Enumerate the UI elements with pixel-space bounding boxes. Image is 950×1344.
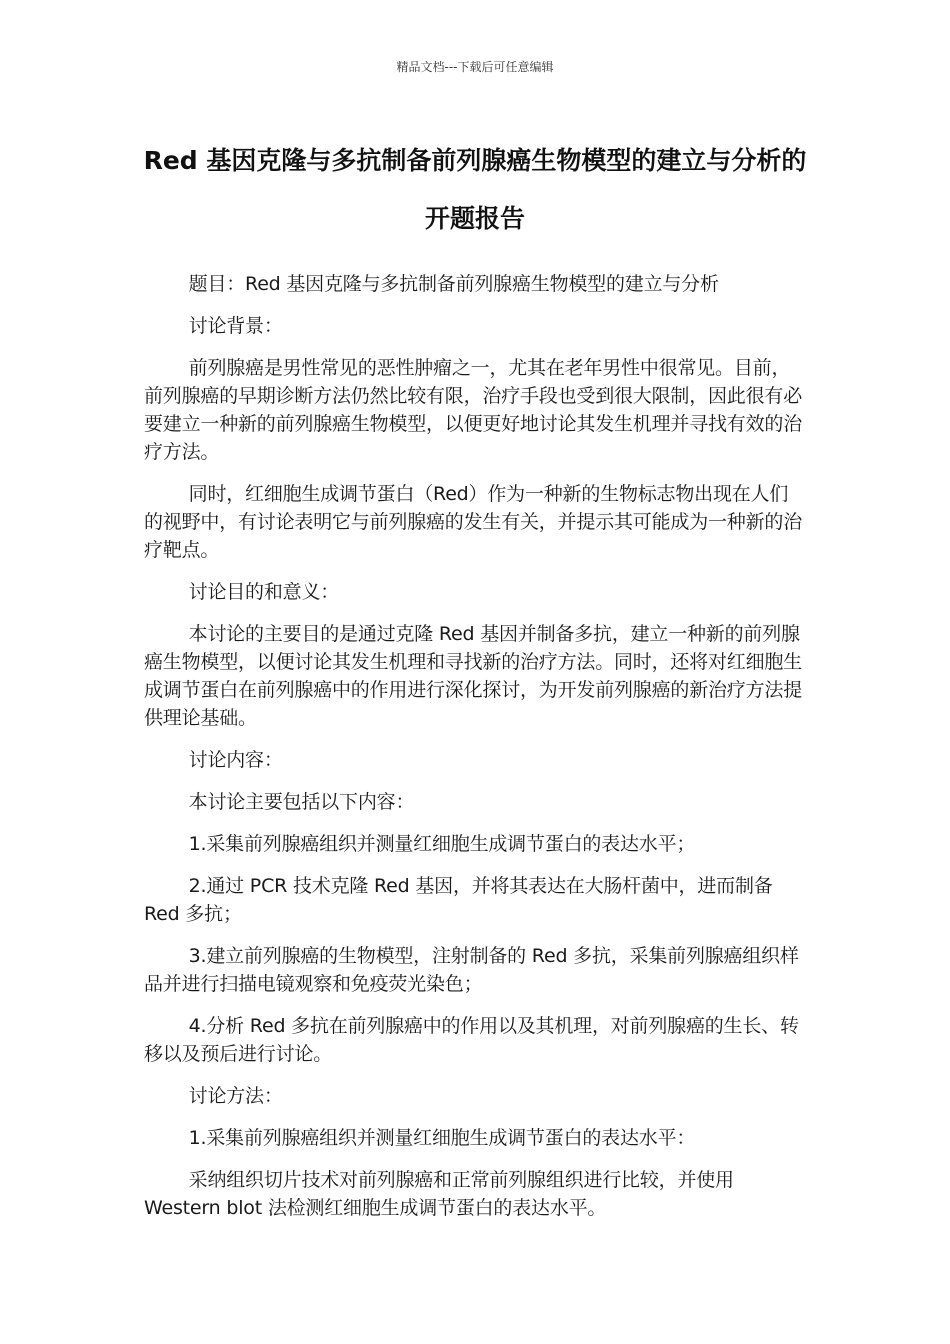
heading-content: 讨论内容： <box>188 749 283 771</box>
paragraph-background-1: 前列腺癌是男性常见的恶性肿瘤之一，尤其在老年男性中很常见。目前，前列腺癌的早期诊断方法仍然比较有限，治疗手段也受到很大限制，因此很有必要建立一种新的前列腺癌生物模型，以便更好地讨论其发生机理并寻找有效的治疗方法。 <box>144 357 803 463</box>
paragraph-method-1: 采纳组织切片技术对前列腺癌和正常前列腺组织进行比较，并使用 Western blot 法检测红细胞生成调节蛋白的表达水平。 <box>144 1169 734 1219</box>
method-item-1: 1.采集前列腺癌组织并测量红细胞生成调节蛋白的表达水平： <box>188 1127 696 1149</box>
paragraph-background-2: 同时，红细胞生成调节蛋白（Red）作为一种新的生物标志物出现在人们的视野中，有讨论表明它与前列腺癌的发生有关，并提示其可能成为一种新的治疗靶点。 <box>144 483 803 561</box>
document-title: Red 基因克隆与多抗制备前列腺癌生物模型的建立与分析的开题报告 <box>143 146 807 233</box>
heading-purpose: 讨论目的和意义： <box>188 581 340 603</box>
content-item-2: 2.通过 PCR 技术克隆 Red 基因，并将其表达在大肠杆菌中，进而制备 Red 多抗； <box>144 875 773 925</box>
paragraph-topic: 题目：Red 基因克隆与多抗制备前列腺癌生物模型的建立与分析 <box>188 273 719 295</box>
heading-background: 讨论背景： <box>188 315 283 337</box>
content-item-3: 3.建立前列腺癌的生物模型，注射制备的 Red 多抗，采集前列腺癌组织样品并进行扫描电镜观察和免疫荧光染色； <box>144 945 799 995</box>
paragraph-purpose: 本讨论的主要目的是通过克隆 Red 基因并制备多抗，建立一种新的前列腺癌生物模型，以便讨论其发生机理和寻找新的治疗方法。同时，还将对红细胞生成调节蛋白在前列腺癌中的作用进行深化探讨，为开发前列腺癌的新治疗方法提供理论基础。 <box>144 623 803 729</box>
content-item-4: 4.分析 Red 多抗在前列腺癌中的作用以及其机理，对前列腺癌的生长、转移以及预后进行讨论。 <box>144 1015 799 1065</box>
header-note: 精品文档---下载后可任意编辑 <box>396 60 554 74</box>
paragraph-content-intro: 本讨论主要包括以下内容： <box>188 791 415 813</box>
document-body <box>144 270 806 1236</box>
content-item-1: 1.采集前列腺癌组织并测量红细胞生成调节蛋白的表达水平； <box>188 833 696 855</box>
heading-methods: 讨论方法： <box>188 1085 283 1107</box>
